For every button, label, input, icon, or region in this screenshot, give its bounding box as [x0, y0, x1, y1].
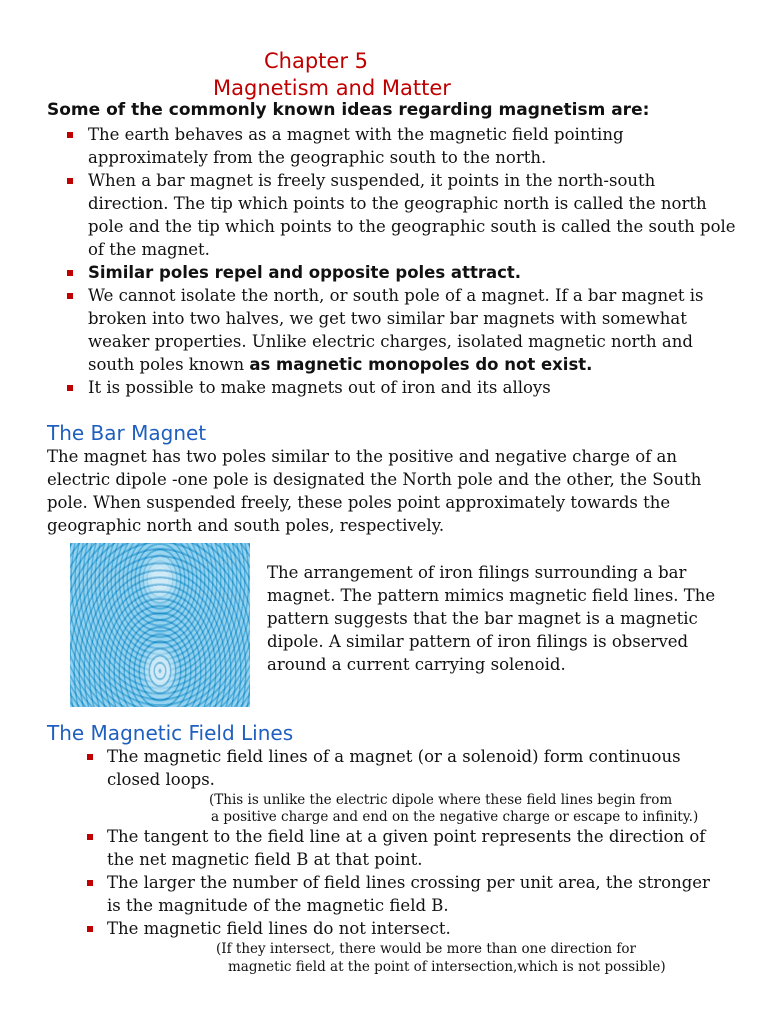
bullet-icon — [87, 926, 93, 932]
note-4-line-2: magnetic field at the point of intersection,which is not possible) — [228, 959, 666, 975]
note-1-line-2: a positive charge and end on the negative charge or escape to infinity.) — [211, 809, 699, 825]
note-1-line-1: (This is unlike the electric dipole where these field lines begin from — [209, 792, 673, 808]
intro-heading: Some of the commonly known ideas regarding magnetism are: — [47, 100, 650, 120]
iron-filings-caption: The arrangement of iron filings surrounding a bar magnet. The pattern mimics magnetic field lines. The pattern suggests that the bar magnet is a magnetic dipole. A similar pattern of iron filings is observed around a current carrying solenoid. — [267, 563, 716, 674]
field-lines-list — [47, 745, 727, 791]
bullet-icon — [67, 132, 73, 138]
bullet-icon — [67, 178, 73, 184]
bullet-icon — [87, 880, 93, 886]
field-lines-list-2 — [47, 825, 727, 940]
section-heading-bar-magnet: The Bar Magnet — [47, 421, 207, 445]
bullet-icon — [67, 385, 73, 391]
iron-filings-image — [70, 543, 250, 707]
bullet-icon — [87, 834, 93, 840]
chapter-number: Chapter 5 — [264, 49, 368, 73]
note-4-line-1: (If they intersect, there would be more than one direction for — [216, 941, 636, 957]
bullet-icon — [87, 754, 93, 760]
chapter-title: Magnetism and Matter — [213, 76, 451, 100]
list-item: The tangent to the field line at a given point represents the direction of the net magnetic field B at that point. — [47, 825, 727, 871]
list-item: We cannot isolate the north, or south pole of a magnet. If a bar magnet is broken into two halves, we get two similar bar magnets with somewhat weaker properties. Unlike electric charges, isolated magnetic north and south poles known as magnetic monopoles do not exist. — [47, 284, 737, 376]
section-heading-field-lines: The Magnetic Field Lines — [47, 721, 294, 745]
bar-magnet-paragraph: The magnet has two poles similar to the positive and negative charge of an electric dipole -one pole is designated the North pole and the other, the South pole. When suspended freely, these poles point approximately towards the geographic north and south poles, respectively. — [47, 447, 702, 535]
ideas-list — [47, 123, 737, 399]
list-item: The earth behaves as a magnet with the magnetic field pointing approximately from the geographic south to the north. — [47, 123, 737, 169]
list-item: Similar poles repel and opposite poles attract. — [47, 261, 737, 284]
bullet-icon — [67, 270, 73, 276]
list-item: The larger the number of field lines crossing per unit area, the stronger is the magnitude of the magnetic field B. — [47, 871, 727, 917]
list-item: The magnetic field lines do not intersect. — [47, 917, 727, 940]
list-item: It is possible to make magnets out of iron and its alloys — [47, 376, 737, 399]
list-item: The magnetic field lines of a magnet (or a solenoid) form continuous closed loops. — [47, 745, 727, 791]
list-item: When a bar magnet is freely suspended, it points in the north-south direction. The tip which points to the geographic north is called the north pole and the tip which points to the geographic south is called the south pole of the magnet. — [47, 169, 737, 261]
bullet-icon — [67, 293, 73, 299]
